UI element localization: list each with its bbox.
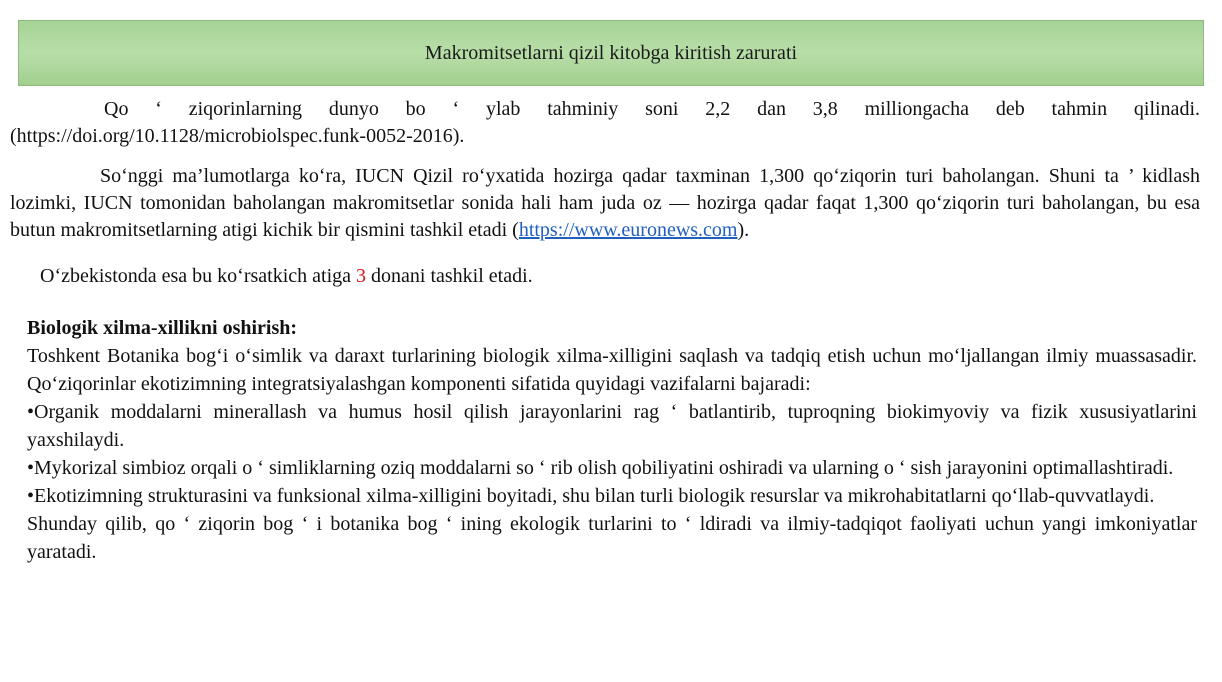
biodiversity-intro: Toshkent Botanika bog‘i o‘simlik va daraxt turlarining biologik xilma-xilligini saqlash va tadqiq etish uchun mo‘ljallangan ilmiy muassasadir. Qo‘ziqorinlar ekotizimning integratsiyalashgan komponenti sifatida quyidagi vazifalarni bajaradi: — [27, 345, 1197, 395]
paragraph-iucn-tail: ). — [737, 219, 750, 241]
paragraph-uzbekistan-text: O‘zbekistonda esa bu ko‘rsatkich atiga — [40, 265, 357, 287]
euronews-link[interactable]: https://www.euronews.com — [518, 219, 738, 241]
biodiversity-section — [27, 314, 1197, 566]
page-title: Makromitsetlarni qizil kitobga kiritish zarurati — [424, 41, 798, 64]
bullet-item: •Mykorizal simbioz orqali o ‘ simliklarning oziq moddalarni so ‘ rib olish qobiliyatini oshiradi va ularning o ‘ sish jarayonini optimallashtiradi. — [27, 457, 1174, 479]
highlight-number: 3 — [356, 265, 367, 287]
bullet-item: •Ekotizimning strukturasini va funksional xilma-xilligini boyitadi, shu bilan turli biologik resurslar va mikrohabitatlarni qo‘llab-quvvatlaydi. — [27, 485, 1155, 507]
biodiversity-heading: Biologik xilma-xillikni oshirish: — [27, 317, 298, 339]
paragraph-uzbekistan — [10, 263, 1200, 290]
paragraph-uzbekistan-tail: donani tashkil etadi. — [366, 265, 533, 287]
biodiversity-conclusion: Shunday qilib, qo ‘ ziqorin bog ‘ i botanika bog ‘ ining ekologik turlarini to ‘ ldiradi va ilmiy-tadqiqot faoliyati uchun yangi imkoniyatlar yaratadi. — [27, 513, 1197, 563]
bullet-item: •Organik moddalarni minerallash va humus hosil qilish jarayonlarini rag ‘ batlantirib, tuproqning biokimyoviy va fizik xususiyatlarini yaxshilaydi. — [27, 401, 1197, 451]
paragraph-iucn — [10, 163, 1200, 244]
section-title-banner — [18, 20, 1204, 86]
paragraph-iucn-text: So‘nggi ma’lumotlarga ko‘ra, IUCN Qizil ro‘yxatida hozirga qadar taxminan 1,300 qo‘ziqorin turi baholangan. Shuni ta ’ kidlash lozimki, IUCN tomonidan baholangan makromitsetlar sonida hali ham juda oz — hozirga qadar faqat 1,300 qo‘ziqorin turi baholangan, bu esa butun makromitsetlarning atigi kichik bir qismini tashkil etadi ( — [10, 165, 1200, 241]
paragraph-species-count-text: Qo ‘ ziqorinlarning dunyo bo ‘ ylab tahminiy soni 2,2 dan 3,8 milliongacha deb tahmin qilinadi. (https://doi.org/10.1128/microbiolspec.funk-0052-2016). — [10, 98, 1200, 147]
paragraph-species-count — [10, 96, 1200, 150]
